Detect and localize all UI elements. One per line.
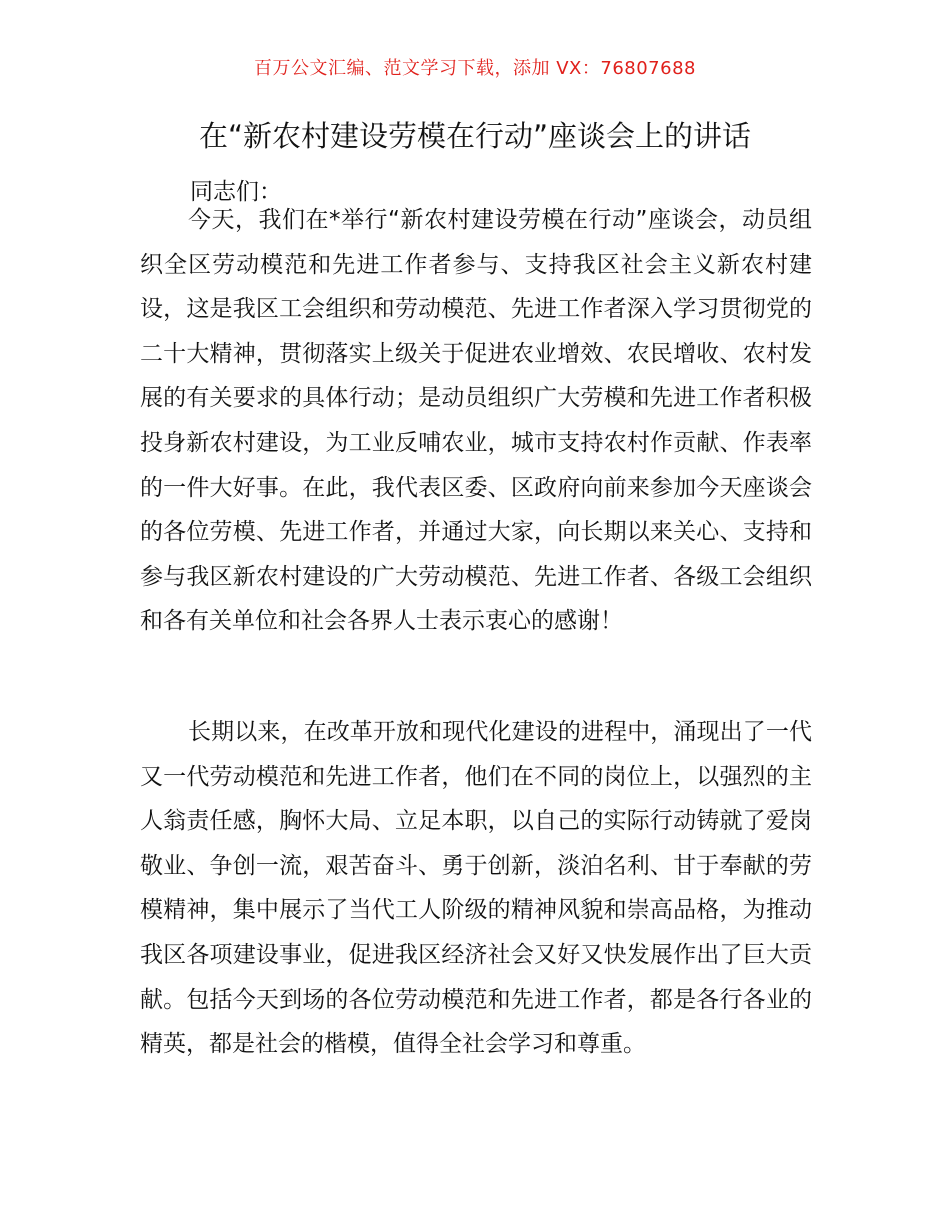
salutation: 同志们： <box>190 179 282 205</box>
paragraph-1: 今天，我们在*举行“新农村建设劳模在行动”座谈会，动员组织全区劳动模范和先进工作者参与、支持我区社会主义新农村建设，这是我区工会组织和劳动模范、先进工作者深入学习贯彻党的二十大精神，贯彻落实上级关于促进农业增效、农民增收、农村发展的有关要求的具体行动；是动员组织广大劳模和先进工作者积极投身新农村建设，为工业反哺农业，城市支持农村作贡献、作表率的一件大好事。在此，我代表区委、区政府向前来参加今天座谈会的各位劳模、先进工作者，并通过大家，向长期以来关心、支持和参与我区新农村建设的广大劳动模范、先进工作者、各级工会组织和各有关单位和社会各界人士表示衷心的感谢！ <box>140 207 812 635</box>
paragraph-2: 长期以来，在改革开放和现代化建设的进程中，涌现出了一代又一代劳动模范和先进工作者，他们在不同的岗位上，以强烈的主人翁责任感，胸怀大局、立足本职，以自己的实际行动铸就了爱岗敬业、争创一流，艰苦奋斗、勇于创新，淡泊名利、甘于奉献的劳模精神，集中展示了当代工人阶级的精神风貌和崇高品格，为推动我区各项建设事业，促进我区经济社会又好又快发展作出了巨大贡献。包括今天到场的各位劳动模范和先进工作者，都是各行各业的精英，都是社会的楷模，值得全社会学习和尊重。 <box>140 719 812 1058</box>
page-title: 在“新农村建设劳模在行动”座谈会上的讲话 <box>198 119 752 153</box>
header-watermark-note: 百万公文汇编、范文学习下载，添加 VX：76807688 <box>254 58 696 79</box>
